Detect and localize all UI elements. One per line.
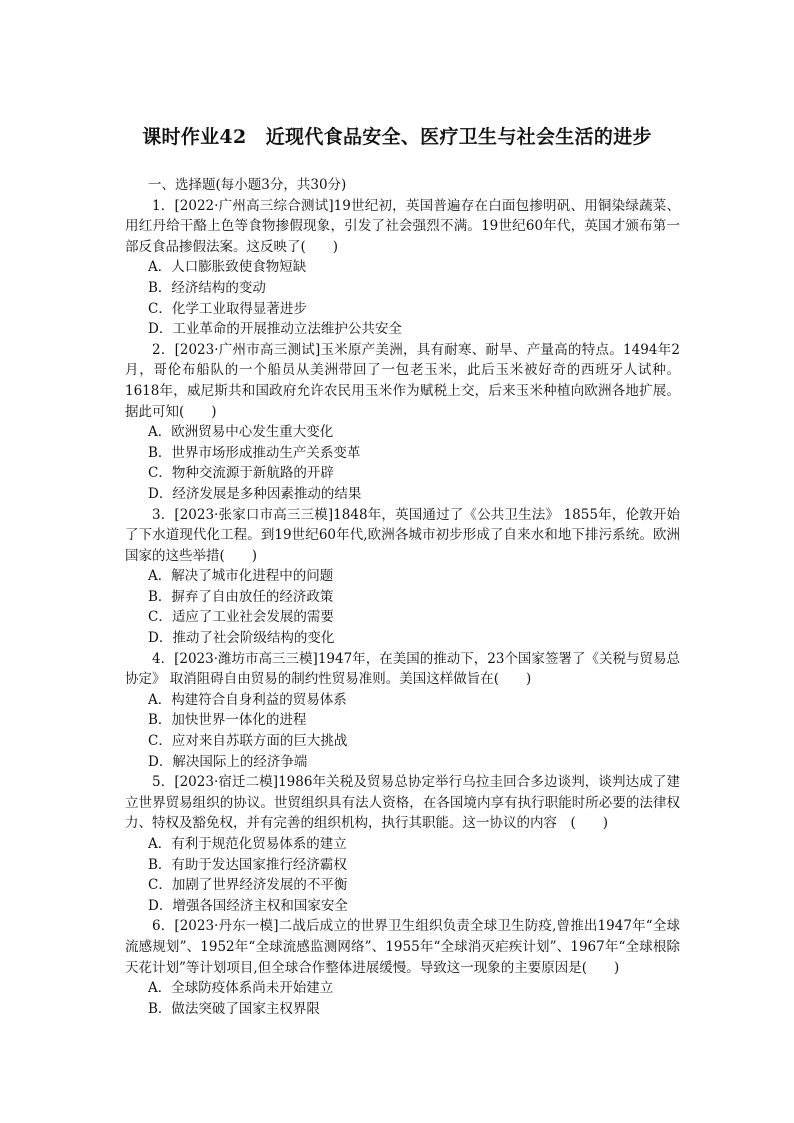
option-c: C．化学工业取得显著进步 bbox=[148, 300, 307, 317]
question-stem: 4．[2023·潍坊市高三三模]1947年，在美国的推动下，23个国家签署了《关税与贸易总协定》 取消阻碍自由贸易的制约性贸易准则。美国这样做旨在( ) bbox=[125, 650, 680, 688]
option-d: D．工业革命的开展推动立法维护公共安全 bbox=[148, 321, 402, 338]
option-b: B．经济结构的变动 bbox=[148, 279, 266, 296]
question-stem: 6．[2023·丹东一模]二战后成立的世界卫生组织负责全球卫生防疫,曾推出1947年“全球流感规划”、1952年“全球流感监测网络”、1955年“全球消灭疟疾计划”、1967年“全球根除天花计划”等计划项目,但全球合作整体进展缓慢。导致这一现象的主要原因是( ) bbox=[125, 918, 680, 976]
question-stem: 3．[2023·张家口市高三三模]1848年，英国通过了《公共卫生法》 1855年，伦敦开始了下水道现代化工程。到19世纪60年代,欧洲各城市初步形成了自来水和地下排污系统。欧洲国家的这些举措( ) bbox=[125, 506, 680, 564]
document-title: 课时作业42 近现代食品安全、医疗卫生与社会生活的进步 bbox=[142, 126, 652, 148]
option-c: C．加剧了世界经济发展的不平衡 bbox=[148, 877, 348, 894]
option-a: A．欧洲贸易中心发生重大变化 bbox=[148, 424, 334, 441]
option-d: D．推动了社会阶级结构的变化 bbox=[148, 630, 335, 647]
option-b: B．加快世界一体化的进程 bbox=[148, 712, 307, 729]
option-b: B．做法突破了国家主权界限 bbox=[148, 1000, 320, 1017]
option-a: A．人口膨胀致使食物短缺 bbox=[148, 259, 307, 276]
option-c: C．应对来自苏联方面的巨大挑战 bbox=[148, 733, 348, 750]
option-d: D．经济发展是多种因素推动的结果 bbox=[148, 485, 362, 502]
question-list bbox=[125, 175, 680, 1019]
option-a: A．构建符合自身利益的贸易体系 bbox=[148, 691, 347, 708]
option-b: B．摒弃了自由放任的经济政策 bbox=[148, 588, 334, 605]
option-d: D．增强各国经济主权和国家安全 bbox=[148, 897, 348, 914]
option-a: A．全球防疫体系尚未开始建立 bbox=[148, 980, 334, 997]
option-b: B．有助于发达国家推行经济霸权 bbox=[148, 856, 347, 873]
option-b: B．世界市场形成推动生产关系变革 bbox=[148, 444, 361, 461]
option-c: C．物种交流源于新航路的开辟 bbox=[148, 465, 334, 482]
section-heading: 一、选择题(每小题3分，共30分) bbox=[148, 177, 347, 193]
option-a: A．解决了城市化进程中的问题 bbox=[148, 568, 334, 585]
option-d: D．解决国际上的经济争端 bbox=[148, 753, 308, 770]
option-c: C．适应了工业社会发展的需要 bbox=[148, 609, 334, 626]
option-a: A．有利于规范化贸易体系的建立 bbox=[148, 836, 347, 852]
question-stem: 2．[2023·广州市高三测试]玉米原产美洲，具有耐寒、耐旱、产量高的特点。1494年2月，哥伦布船队的一个船员从美洲带回了一包老玉米，此后玉米被好奇的西班牙人试种。1618年，威尼斯共和国政府允许农民用玉米作为赋税上交，后来玉米种植向欧洲各地扩展。据此可知( ) bbox=[125, 341, 680, 420]
question-stem: 1．[2022·广州高三综合测试]19世纪初，英国普遍存在白面包掺明矾、用铜染绿蔬菜、用红丹给干酪上色等食物掺假现象，引发了社会强烈不满。19世纪60年代，英国才颁布第一部反食品掺假法案。这反映了( ) bbox=[125, 197, 680, 255]
question-stem: 5．[2023·宿迁二模]1986年关税及贸易总协定举行乌拉圭回合多边谈判，谈判达成了建立世界贸易组织的协议。世贸组织具有法人资格，在各国境内享有执行职能时所必要的法律权力、特权及豁免权，并有完善的组织机构，执行其职能。这一协议的内容 ( ) bbox=[125, 774, 680, 832]
